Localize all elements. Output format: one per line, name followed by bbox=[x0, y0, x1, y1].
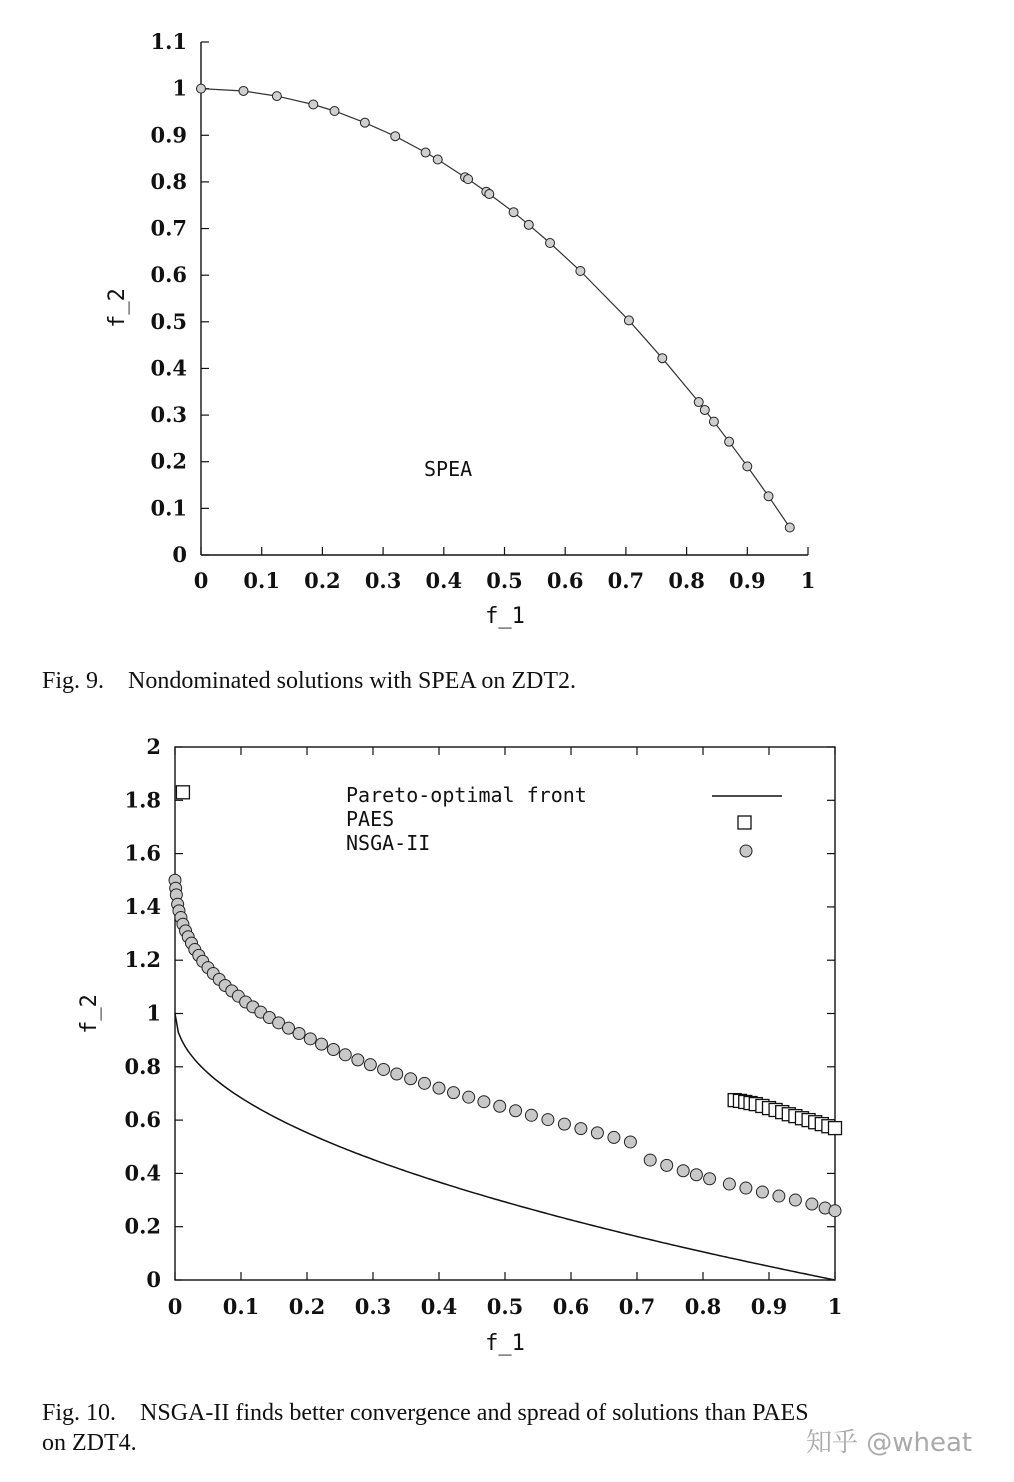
nsga-ii-point bbox=[304, 1033, 316, 1045]
y-tick-label: 1.2 bbox=[124, 947, 161, 973]
y-tick-label: 0.6 bbox=[150, 262, 187, 288]
data-point bbox=[700, 405, 709, 414]
y-tick-label: 1 bbox=[172, 75, 187, 101]
nsga-ii-point bbox=[494, 1100, 506, 1112]
spea-zdt2-chart bbox=[0, 0, 1014, 660]
annotation-spea: SPEA bbox=[424, 457, 473, 481]
data-point bbox=[658, 354, 667, 363]
nsga-ii-point bbox=[418, 1077, 430, 1089]
x-axis-label: f_1 bbox=[485, 1331, 525, 1356]
x-tick-label: 0.8 bbox=[668, 568, 705, 593]
x-tick-label: 0.9 bbox=[750, 1294, 788, 1319]
data-point bbox=[309, 100, 318, 109]
x-tick-label: 0.6 bbox=[546, 568, 584, 593]
x-tick-label: 0.3 bbox=[364, 568, 402, 593]
nsga-ii-point bbox=[644, 1154, 656, 1166]
nsga-ii-point bbox=[704, 1173, 716, 1185]
nsga-ii-point bbox=[316, 1038, 328, 1050]
y-tick-label: 0 bbox=[146, 1267, 161, 1292]
nsga-ii-point bbox=[391, 1068, 403, 1080]
nsga-ii-point bbox=[364, 1059, 376, 1071]
pareto-optimal-front bbox=[175, 1014, 835, 1281]
x-tick-label: 0.1 bbox=[243, 568, 280, 593]
paes-points bbox=[176, 786, 841, 1135]
nsga-ii-point bbox=[378, 1063, 390, 1075]
paes-point bbox=[829, 1122, 842, 1135]
x-tick-label: 0.2 bbox=[304, 568, 341, 593]
nsga-ii-point bbox=[608, 1131, 620, 1143]
data-point bbox=[764, 492, 773, 501]
y-tick-label: 0.7 bbox=[150, 215, 187, 241]
tick-labels bbox=[124, 734, 842, 1319]
y-tick-label: 0.4 bbox=[124, 1160, 161, 1186]
tick-labels bbox=[150, 29, 815, 593]
data-point bbox=[709, 417, 718, 426]
y-tick-label: 0 bbox=[172, 542, 187, 567]
x-tick-label: 0.5 bbox=[486, 1294, 524, 1319]
x-tick-label: 0 bbox=[193, 568, 209, 593]
data-point bbox=[694, 398, 703, 407]
x-tick-label: 1 bbox=[827, 1294, 843, 1319]
x-tick-label: 0.1 bbox=[222, 1294, 260, 1319]
data-point bbox=[391, 132, 400, 141]
y-tick-label: 0.8 bbox=[124, 1053, 161, 1079]
nsga-ii-point bbox=[478, 1096, 490, 1108]
nsga-ii-point bbox=[575, 1123, 587, 1135]
y-axis-label: f_2 bbox=[105, 288, 130, 328]
nsga2-paes-zdt4-chart bbox=[0, 730, 1014, 1380]
nsga-ii-point bbox=[756, 1186, 768, 1198]
x-tick-label: 0.4 bbox=[425, 568, 463, 593]
data-point bbox=[725, 437, 734, 446]
data-point bbox=[485, 190, 494, 199]
chart-axes bbox=[201, 42, 808, 555]
x-tick-label: 0.2 bbox=[288, 1294, 326, 1319]
x-tick-label: 0.4 bbox=[420, 1294, 458, 1319]
y-tick-label: 0.4 bbox=[150, 355, 187, 381]
data-point bbox=[464, 175, 473, 184]
x-tick-label: 0.9 bbox=[729, 568, 766, 593]
nsga-ii-point bbox=[690, 1169, 702, 1181]
nsga-ii-point bbox=[448, 1087, 460, 1099]
y-tick-label: 0.2 bbox=[124, 1213, 161, 1239]
legend-label-pareto: Pareto-optimal front bbox=[346, 783, 587, 807]
y-tick-label: 2 bbox=[146, 734, 161, 759]
y-tick-label: 0.6 bbox=[124, 1107, 161, 1133]
data-point bbox=[624, 316, 633, 325]
nsga-ii-point bbox=[829, 1205, 841, 1217]
x-tick-label: 0.7 bbox=[607, 568, 645, 593]
data-point bbox=[546, 239, 555, 248]
y-tick-label: 1.8 bbox=[124, 787, 161, 813]
x-tick-label: 1 bbox=[800, 568, 816, 593]
x-tick-label: 0 bbox=[167, 1294, 183, 1319]
y-tick-label: 0.5 bbox=[150, 308, 187, 334]
y-tick-label: 1 bbox=[146, 1000, 161, 1026]
data-point bbox=[197, 84, 206, 93]
x-tick-label: 0.3 bbox=[354, 1294, 392, 1319]
legend bbox=[346, 783, 782, 857]
nsga-ii-point bbox=[510, 1105, 522, 1117]
legend-circle-marker bbox=[740, 845, 752, 857]
data-point bbox=[330, 107, 339, 116]
x-tick-label: 0.6 bbox=[552, 1294, 590, 1319]
y-tick-label: 1.6 bbox=[124, 840, 161, 866]
data-point bbox=[743, 462, 752, 471]
legend-label-paes: PAES bbox=[346, 807, 395, 831]
nsga-ii-point bbox=[433, 1082, 445, 1094]
pareto-front-line bbox=[175, 1014, 835, 1281]
nsga-ii-point bbox=[463, 1091, 475, 1103]
y-tick-label: 0.3 bbox=[150, 402, 187, 428]
y-tick-label: 0.2 bbox=[150, 448, 187, 474]
nsga-ii-point bbox=[624, 1136, 636, 1148]
data-point bbox=[785, 523, 794, 532]
data-point bbox=[433, 155, 442, 164]
legend-label-nsga: NSGA-II bbox=[346, 831, 431, 855]
data-point bbox=[272, 92, 281, 101]
watermark: 知乎 @wheat bbox=[806, 1428, 973, 1458]
x-axis-label: f_1 bbox=[485, 604, 525, 629]
y-tick-label: 0.1 bbox=[150, 495, 187, 521]
nsga-ii-point bbox=[591, 1127, 603, 1139]
nsga-ii-point bbox=[542, 1114, 554, 1126]
data-point bbox=[360, 118, 369, 127]
nsga-ii-point bbox=[405, 1073, 417, 1085]
nsga-ii-point bbox=[661, 1159, 673, 1171]
data-point bbox=[509, 208, 518, 217]
x-tick-label: 0.7 bbox=[618, 1294, 656, 1319]
figure-caption: Fig. 9. Nondominated solutions with SPEA on ZDT2. bbox=[42, 668, 577, 694]
nsga-ii-point bbox=[558, 1118, 570, 1130]
nsga-ii-point bbox=[723, 1178, 735, 1190]
nsga-ii-point bbox=[677, 1165, 689, 1177]
legend-square-marker bbox=[738, 816, 751, 829]
nsga-ii-point bbox=[525, 1109, 537, 1121]
x-tick-label: 0.8 bbox=[684, 1294, 722, 1319]
data-point bbox=[576, 266, 585, 275]
figure-caption: Fig. 10. NSGA-II finds better convergence and spread of solutions than PAES bbox=[42, 1400, 809, 1426]
nsga-ii-point bbox=[293, 1027, 305, 1039]
nsga-ii-point bbox=[789, 1194, 801, 1206]
y-axis-label: f_2 bbox=[77, 994, 102, 1034]
data-point bbox=[524, 220, 533, 229]
nsga-ii-point bbox=[740, 1182, 752, 1194]
figure-caption-continued: on ZDT4. bbox=[42, 1430, 137, 1456]
nsga-ii-points bbox=[169, 874, 841, 1216]
series-line bbox=[201, 89, 790, 528]
nsga-ii-point bbox=[773, 1190, 785, 1202]
data-point bbox=[421, 148, 430, 157]
y-tick-label: 0.8 bbox=[150, 168, 187, 194]
series-points bbox=[197, 84, 795, 532]
y-tick-label: 1.1 bbox=[150, 29, 187, 54]
nsga-ii-point bbox=[806, 1198, 818, 1210]
x-tick-label: 0.5 bbox=[486, 568, 523, 593]
nsga-ii-point bbox=[327, 1043, 339, 1055]
y-tick-label: 1.4 bbox=[124, 893, 161, 919]
nsga-ii-point bbox=[352, 1054, 364, 1066]
series-polyline bbox=[201, 89, 790, 528]
y-tick-label: 0.9 bbox=[150, 122, 187, 148]
nsga-ii-point bbox=[339, 1049, 351, 1061]
data-point bbox=[239, 86, 248, 95]
paes-point bbox=[176, 786, 189, 799]
